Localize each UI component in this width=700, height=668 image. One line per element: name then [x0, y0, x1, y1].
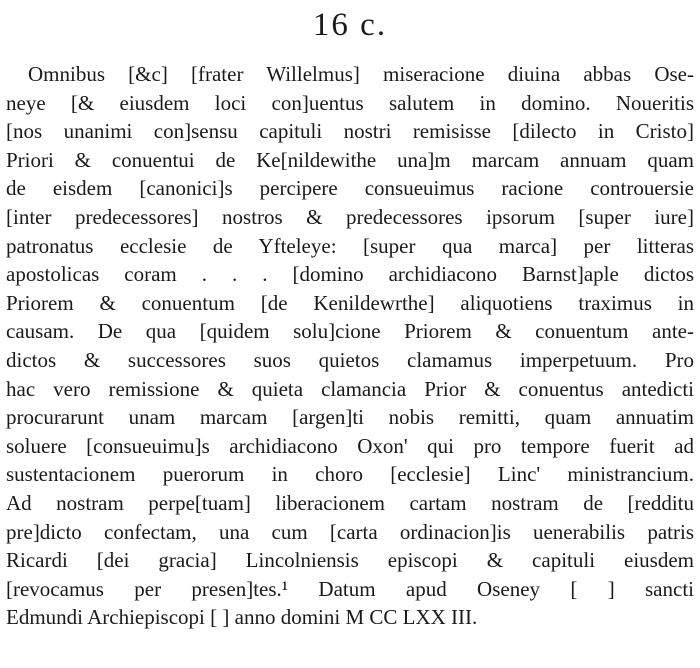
text-line: apostolicas coram . . . [domino archidiacono Barnst]aple dictos — [6, 262, 694, 287]
text-line: sustentacionem puerorum in choro [ecclesie] Linc' ministrancium. — [6, 462, 694, 487]
text-line: de eisdem [canonici]s percipere consueuimus racione controuersie — [6, 176, 694, 201]
text-line: pre]dicto confectam, una cum [carta ordinacion]is uenerabilis patris — [6, 519, 694, 544]
text-line: hac vero remissione & quieta clamancia Prior & conuentus antedicti — [6, 376, 694, 401]
text-line: soluere [consueuimu]s archidiacono Oxon' qui pro tempore fuerit ad — [6, 433, 694, 458]
text-line: causam. De qua [quidem solu]cione Priorem & conuentum ante- — [6, 319, 694, 344]
text-line: Priori & conuentui de Ke[nildewithe una]m marcam annuam quam — [6, 147, 694, 172]
document-body — [6, 60, 694, 632]
text-line: [revocamus per presen]tes.¹ Datum apud Oseney [ ] sancti — [6, 576, 694, 601]
text-line: neye [& eiusdem loci con]uentus salutem in domino. Noueritis — [6, 90, 694, 115]
text-line: Ad nostram perpe[tuam] liberacionem cartam nostram de [redditu — [6, 490, 694, 515]
text-line: [inter predecessores] nostros & predecessores ipsorum [super iure] — [6, 204, 694, 229]
text-line: Edmundi Archiepiscopi [ ] anno domini M CC LXX III. — [6, 605, 478, 630]
text-line: Omnibus [&c] [frater Willelmus] miseracione diuina abbas Ose- — [28, 62, 694, 86]
document-heading: 16 c. — [312, 7, 388, 43]
text-line: Ricardi [dei gracia] Lincolniensis episcopi & capituli eiusdem — [6, 548, 694, 573]
text-line: patronatus ecclesie de Yfteleye: [super qua marca] per litteras — [6, 233, 694, 258]
text-line: procurarunt unam marcam [argen]ti nobis remitti, quam annuatim — [6, 405, 694, 430]
text-line: [nos unanimi con]sensu capituli nostri remisisse [dilecto in Cristo] — [6, 119, 694, 144]
text-line: dictos & successores suos quietos clamamus imperpetuum. Pro — [6, 347, 694, 372]
text-line: Priorem & conuentum [de Kenildewrthe] aliquotiens traximus in — [6, 290, 694, 315]
